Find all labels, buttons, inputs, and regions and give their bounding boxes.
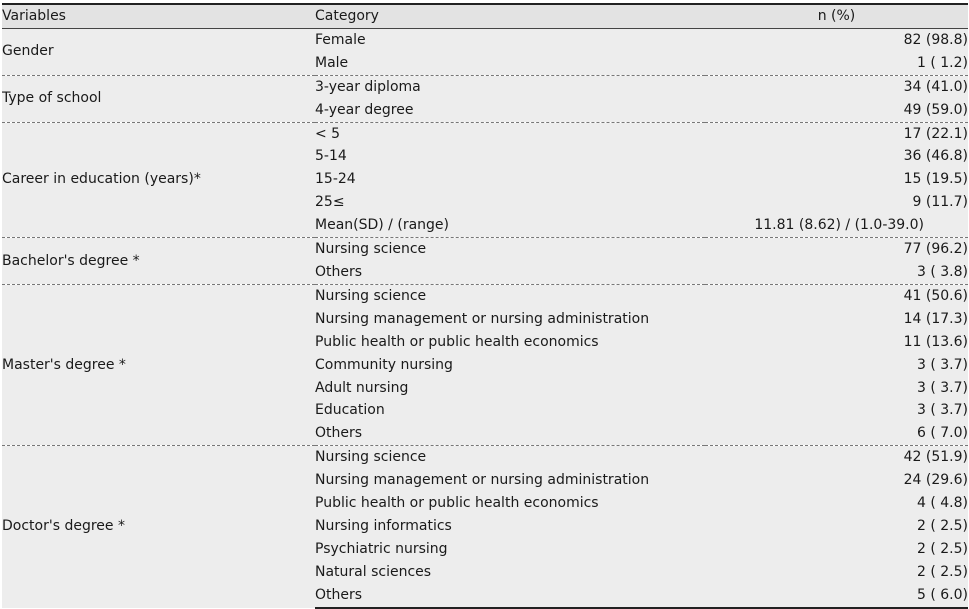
n-percent-cell: 77 (96.2) xyxy=(705,238,968,261)
n-percent-cell: 3 ( 3.8) xyxy=(705,261,968,284)
n-percent-cell: 3 ( 3.7) xyxy=(705,377,968,400)
variable-cell: Type of school xyxy=(2,75,315,122)
table-row xyxy=(2,284,968,307)
table-group xyxy=(2,284,968,445)
category-cell: 5-14 xyxy=(315,145,705,168)
category-cell: Adult nursing xyxy=(315,377,705,400)
n-percent-cell: 42 (51.9) xyxy=(705,446,968,469)
table-row xyxy=(2,28,968,51)
header-row xyxy=(2,4,968,28)
n-percent-cell: 6 ( 7.0) xyxy=(705,422,968,445)
n-percent-cell: 41 (50.6) xyxy=(705,284,968,307)
n-percent-cell: 49 (59.0) xyxy=(705,99,968,122)
n-percent-cell: 36 (46.8) xyxy=(705,145,968,168)
category-cell: Public health or public health economics xyxy=(315,492,705,515)
variable-cell: Gender xyxy=(2,28,315,75)
table-group xyxy=(2,28,968,75)
category-cell: Natural sciences xyxy=(315,561,705,584)
category-cell: Community nursing xyxy=(315,354,705,377)
category-cell: Nursing science xyxy=(315,238,705,261)
category-cell: Nursing science xyxy=(315,446,705,469)
category-cell: < 5 xyxy=(315,122,705,145)
table-row xyxy=(2,122,968,145)
n-percent-cell: 24 (29.6) xyxy=(705,469,968,492)
category-cell: 3-year diploma xyxy=(315,75,705,98)
table-group xyxy=(2,238,968,285)
header-category: Category xyxy=(315,4,705,28)
variable-cell: Career in education (years)* xyxy=(2,122,315,238)
n-percent-cell: 3 ( 3.7) xyxy=(705,399,968,422)
n-percent-cell: 2 ( 2.5) xyxy=(705,538,968,561)
variable-cell: Master's degree * xyxy=(2,284,315,445)
table-row xyxy=(2,238,968,261)
table-row xyxy=(2,446,968,469)
category-cell: Psychiatric nursing xyxy=(315,538,705,561)
table-group xyxy=(2,446,968,608)
category-cell: Nursing management or nursing administration xyxy=(315,469,705,492)
table-row xyxy=(2,75,968,98)
n-percent-cell: 2 ( 2.5) xyxy=(705,561,968,584)
n-percent-cell: 82 (98.8) xyxy=(705,28,968,51)
category-cell: Others xyxy=(315,422,705,445)
variable-cell: Bachelor's degree * xyxy=(2,238,315,285)
n-percent-cell: 11 (13.6) xyxy=(705,331,968,354)
table-group xyxy=(2,75,968,122)
category-cell: Education xyxy=(315,399,705,422)
n-percent-cell: 2 ( 2.5) xyxy=(705,515,968,538)
n-percent-cell: 34 (41.0) xyxy=(705,75,968,98)
n-percent-cell: 11.81 (8.62) / (1.0-39.0) xyxy=(705,214,968,237)
category-cell: Female xyxy=(315,28,705,51)
category-cell: Nursing science xyxy=(315,284,705,307)
category-cell: Male xyxy=(315,52,705,75)
category-cell: 25≤ xyxy=(315,191,705,214)
header-variables: Variables xyxy=(2,4,315,28)
category-cell: Mean(SD) / (range) xyxy=(315,214,705,237)
table-header xyxy=(2,4,968,28)
header-n-percent: n (%) xyxy=(705,4,968,28)
n-percent-cell: 5 ( 6.0) xyxy=(705,584,968,608)
n-percent-cell: 14 (17.3) xyxy=(705,308,968,331)
demographics-table xyxy=(2,3,968,609)
category-cell: Nursing management or nursing administration xyxy=(315,308,705,331)
n-percent-cell: 17 (22.1) xyxy=(705,122,968,145)
demographics-table-container xyxy=(2,3,968,609)
n-percent-cell: 4 ( 4.8) xyxy=(705,492,968,515)
variable-cell: Doctor's degree * xyxy=(2,446,315,608)
category-cell: Others xyxy=(315,261,705,284)
n-percent-cell: 3 ( 3.7) xyxy=(705,354,968,377)
category-cell: Public health or public health economics xyxy=(315,331,705,354)
n-percent-cell: 1 ( 1.2) xyxy=(705,52,968,75)
category-cell: 4-year degree xyxy=(315,99,705,122)
n-percent-cell: 9 (11.7) xyxy=(705,191,968,214)
category-cell: 15-24 xyxy=(315,168,705,191)
n-percent-cell: 15 (19.5) xyxy=(705,168,968,191)
category-cell: Others xyxy=(315,584,705,608)
category-cell: Nursing informatics xyxy=(315,515,705,538)
table-group xyxy=(2,122,968,238)
